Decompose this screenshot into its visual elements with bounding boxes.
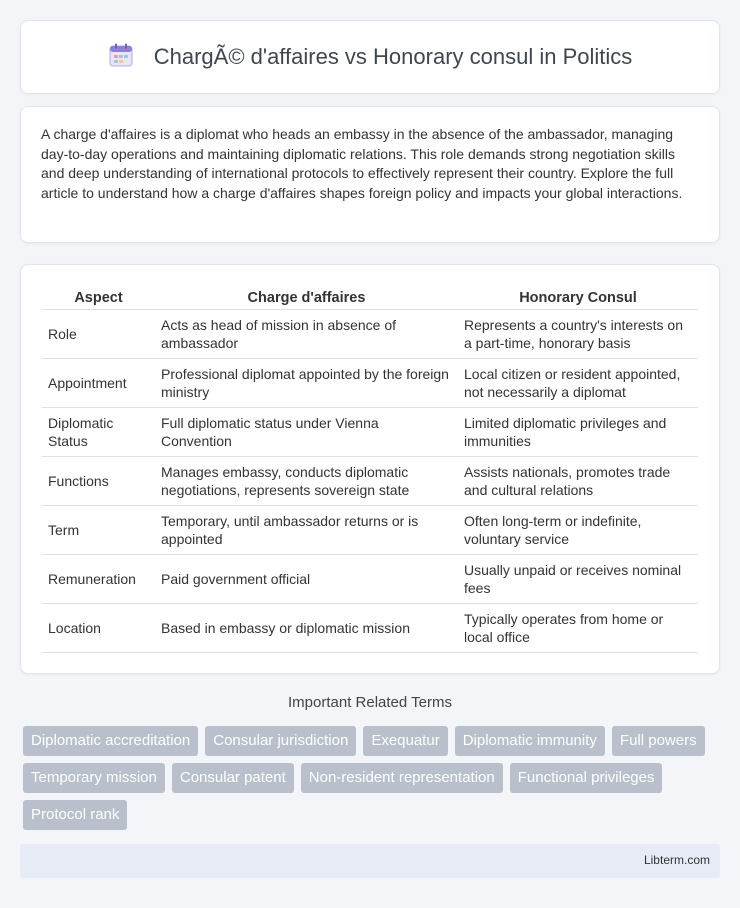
related-term-tag[interactable]: Diplomatic immunity	[455, 726, 605, 756]
related-terms-title: Important Related Terms	[288, 694, 452, 711]
cell-charge-daffaires: Professional diplomat appointed by the foreign ministry	[155, 359, 458, 408]
related-term-tag[interactable]: Exequatur	[363, 726, 447, 756]
intro-card	[20, 106, 720, 243]
intro-text: A charge d'affaires is a diplomat who heads an embassy in the absence of the ambassador, managing day-to-day operations and maintaining diplomatic relations. This role demands strong negotiation skills and deep understanding of international protocols to effectively represent their country. Explore the full article to understand how a charge d'affaires shapes foreign policy and impacts your global interactions.	[41, 126, 683, 201]
related-term-tag[interactable]: Functional privileges	[510, 763, 663, 793]
related-terms-list	[23, 726, 723, 830]
related-term-tag[interactable]: Full powers	[612, 726, 705, 756]
cell-aspect: Role	[42, 310, 155, 359]
cell-aspect: Diplomatic Status	[42, 408, 155, 457]
table-row	[42, 506, 698, 555]
header-honorary-consul: Honorary Consul	[458, 285, 698, 310]
cell-aspect: Location	[42, 604, 155, 653]
cell-charge-daffaires: Acts as head of mission in absence of ambassador	[155, 310, 458, 359]
header-aspect: Aspect	[42, 285, 155, 310]
cell-aspect: Appointment	[42, 359, 155, 408]
related-term-tag[interactable]: Protocol rank	[23, 800, 127, 830]
cell-charge-daffaires: Based in embassy or diplomatic mission	[155, 604, 458, 653]
related-term-tag[interactable]: Diplomatic accreditation	[23, 726, 198, 756]
cell-honorary-consul: Local citizen or resident appointed, not necessarily a diplomat	[458, 359, 698, 408]
cell-honorary-consul: Often long-term or indefinite, voluntary service	[458, 506, 698, 555]
related-term-tag[interactable]: Temporary mission	[23, 763, 165, 793]
related-term-tag[interactable]: Non-resident representation	[301, 763, 503, 793]
header-charge-daffaires: Charge d'affaires	[155, 285, 458, 310]
header-card	[20, 20, 720, 94]
cell-charge-daffaires: Manages embassy, conducts diplomatic negotiations, represents sovereign state	[155, 457, 458, 506]
cell-honorary-consul: Assists nationals, promotes trade and cultural relations	[458, 457, 698, 506]
comparison-table	[42, 285, 698, 653]
footer-site-link[interactable]: Libterm.com	[643, 853, 710, 867]
table-row	[42, 310, 698, 359]
comparison-card	[20, 264, 720, 674]
cell-charge-daffaires: Full diplomatic status under Vienna Convention	[155, 408, 458, 457]
related-term-tag[interactable]: Consular jurisdiction	[205, 726, 356, 756]
table-row	[42, 555, 698, 604]
cell-honorary-consul: Typically operates from home or local office	[458, 604, 698, 653]
cell-honorary-consul: Represents a country's interests on a part-time, honorary basis	[458, 310, 698, 359]
cell-aspect: Remuneration	[42, 555, 155, 604]
cell-honorary-consul: Limited diplomatic privileges and immunities	[458, 408, 698, 457]
cell-charge-daffaires: Temporary, until ambassador returns or is appointed	[155, 506, 458, 555]
related-term-tag[interactable]: Consular patent	[172, 763, 294, 793]
cell-aspect: Functions	[42, 457, 155, 506]
page-title: ChargÃ© d'affaires vs Honorary consul in Politics	[153, 44, 633, 69]
calendar-icon	[108, 42, 134, 73]
table-row	[42, 604, 698, 653]
cell-honorary-consul: Usually unpaid or receives nominal fees	[458, 555, 698, 604]
table-row	[42, 408, 698, 457]
cell-charge-daffaires: Paid government official	[155, 555, 458, 604]
table-row	[42, 457, 698, 506]
table-row	[42, 359, 698, 408]
cell-aspect: Term	[42, 506, 155, 555]
table-header-row	[42, 285, 698, 310]
footer	[20, 844, 720, 878]
